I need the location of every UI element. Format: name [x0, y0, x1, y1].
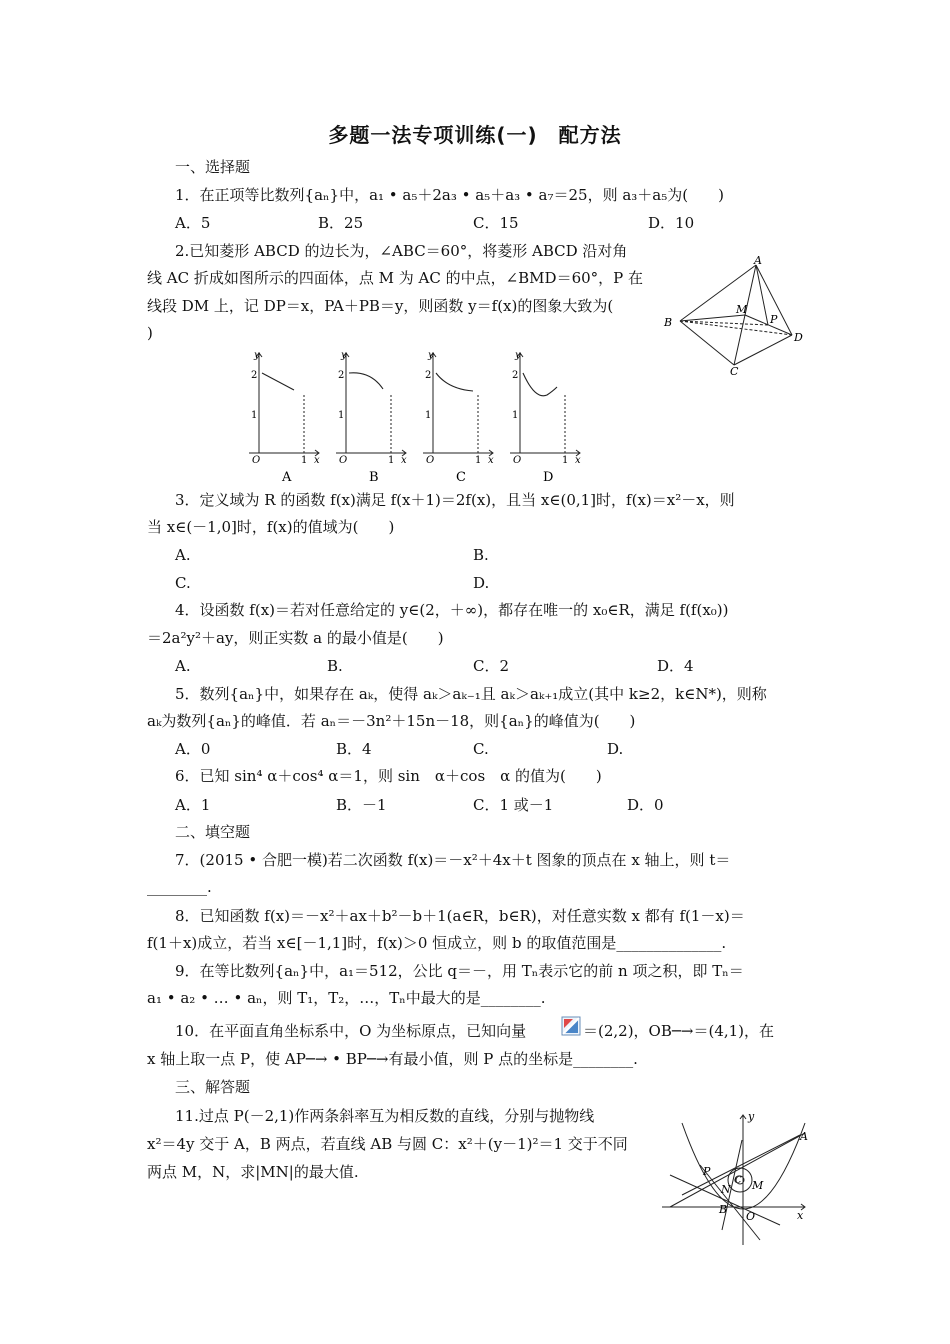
- question-8-line-2: f(1＋x)成立，若当 x∈[－1,1]时，f(x)＞0 恒成立，则 b 的取值范围是______________.: [147, 934, 727, 952]
- question-10-line-1-start: 10．在平面直角坐标系中，O 为坐标原点，已知向量: [175, 1022, 527, 1040]
- tick-2: 2: [425, 370, 432, 381]
- q1-option-d: D．10: [648, 214, 695, 232]
- question-11-line-3: 两点 M，N，求|MN|的最大值.: [147, 1163, 359, 1181]
- q4-option-d: D．4: [657, 657, 694, 675]
- graph-letter: A: [282, 470, 292, 485]
- y-label: y: [254, 350, 260, 361]
- label-p: P: [770, 313, 778, 326]
- fig-label-a: A: [800, 1130, 808, 1143]
- fig-label-x: x: [797, 1209, 804, 1222]
- label-c: C: [730, 365, 739, 375]
- question-3-line-2: 当 x∈(－1,0]时，f(x)的值域为( ): [147, 518, 395, 536]
- graph-letter: C: [456, 470, 466, 485]
- question-6-text: 6．已知 sin⁴ α＋cos⁴ α＝1，则 sin α＋cos α 的值为( ): [175, 767, 602, 785]
- x-label: x: [488, 455, 494, 466]
- question-4-line-2: ＝2a²y²＋ay，则正实数 a 的最小值是( ): [147, 629, 444, 647]
- question-2-line-1: 2.已知菱形 ABCD 的边长为，∠ABC＝60°，将菱形 ABCD 沿对角: [175, 242, 628, 260]
- parabola-figure: [660, 1105, 810, 1250]
- tick-1: 1: [512, 410, 519, 421]
- broken-image-icon: [561, 1016, 581, 1036]
- q1-option-c: C．15: [473, 214, 519, 232]
- question-8-line-1: 8．已知函数 f(x)＝－x²＋ax＋b²－b＋1(a∈R，b∈R)，对任意实数 x 都有 f(1－x)＝: [175, 907, 745, 925]
- question-9-line-1: 9．在等比数列{aₙ}中，a₁＝512，公比 q＝－，用 Tₙ表示它的前 n 项之积，即 Tₙ＝: [175, 962, 744, 980]
- origin-label: O: [513, 455, 522, 466]
- fig-label-b: B: [719, 1203, 728, 1216]
- x-label: x: [575, 455, 581, 466]
- fig-label-y: y: [748, 1110, 755, 1123]
- fig-label-p: P: [703, 1165, 711, 1178]
- y-label: y: [428, 350, 434, 361]
- q3-option-a: A.: [175, 546, 191, 564]
- label-m: M: [736, 303, 748, 316]
- tick-1: 1: [425, 410, 432, 421]
- question-4-line-1: 4．设函数 f(x)＝若对任意给定的 y∈(2，＋∞)，都存在唯一的 x₀∈R，满足 f(f(x₀)): [175, 601, 729, 619]
- fig-label-o: O: [746, 1210, 756, 1223]
- question-11-line-1: 11.过点 P(－2,1)作两条斜率互为相反数的直线，分别与抛物线: [175, 1107, 595, 1125]
- x-label: x: [401, 455, 407, 466]
- graph-letter: D: [543, 470, 554, 485]
- page-title: 多题一法专项训练(一) 配方法: [328, 123, 622, 147]
- y-label: y: [341, 350, 347, 361]
- tick-2: 2: [512, 370, 519, 381]
- q1-option-a: A．5: [175, 214, 211, 232]
- label-b: B: [664, 316, 673, 329]
- graph-curve: [349, 373, 383, 389]
- label-d: D: [794, 331, 803, 344]
- q6-option-b: B．－1: [336, 796, 387, 814]
- section-heading-fill: 二、填空题: [175, 823, 251, 841]
- q5-option-b: B．4: [336, 740, 372, 758]
- origin-label: O: [426, 455, 435, 466]
- tick-1: 1: [338, 410, 345, 421]
- q6-option-d: D．0: [627, 796, 664, 814]
- question-10-line-1-end: ＝(2,2)，OB─→＝(4,1)，在: [583, 1022, 775, 1040]
- x-tick-1: 1: [562, 455, 569, 466]
- question-1-text: 1．在正项等比数列{aₙ}中，a₁ • a₅＋2a₃ • a₅＋a₃ • a₇＝25，则 a₃＋a₅为( ): [175, 186, 724, 204]
- question-5-line-2: aₖ为数列{aₙ}的峰值．若 aₙ＝－3n²＋15n－18，则{aₙ}的峰值为( ): [147, 712, 636, 730]
- section-heading-solve: 三、解答题: [175, 1078, 251, 1096]
- question-10-line-2: x 轴上取一点 P，使 AP─→ • BP─→有最小值，则 P 点的坐标是________.: [147, 1050, 638, 1068]
- fig-label-c: C: [734, 1175, 742, 1186]
- tick-1: 1: [251, 410, 258, 421]
- graph-curve: [523, 373, 557, 396]
- question-11-line-2: x²＝4y 交于 A，B 两点，若直线 AB 与圆 C：x²＋(y－1)²＝1 交于不同: [147, 1135, 628, 1153]
- x-tick-1: 1: [301, 455, 308, 466]
- x-tick-1: 1: [388, 455, 395, 466]
- question-9-line-2: a₁ • a₂ • … • aₙ，则 T₁，T₂，…，Tₙ中最大的是________.: [147, 989, 546, 1007]
- question-5-line-1: 5．数列{aₙ}中，如果存在 aₖ，使得 aₖ＞aₖ₋₁且 aₖ＞aₖ₊₁成立(其中 k≥2，k∈N*)，则称: [175, 685, 767, 703]
- fig-label-m: M: [752, 1179, 764, 1192]
- question-2-line-2: 线 AC 折成如图所示的四面体，点 M 为 AC 的中点，∠BMD＝60°，P 在: [147, 269, 644, 287]
- label-a: A: [754, 255, 762, 267]
- q5-option-c: C.: [473, 740, 489, 758]
- graph-curve: [436, 373, 473, 391]
- fig-label-n: N: [721, 1183, 731, 1196]
- graph-d: [510, 350, 581, 485]
- y-label: y: [515, 350, 521, 361]
- q4-option-a: A.: [175, 657, 191, 675]
- question-7-line-2: ________.: [147, 878, 212, 896]
- tick-2: 2: [251, 370, 258, 381]
- q6-option-a: A．1: [175, 796, 211, 814]
- q6-option-c: C．1 或－1: [473, 796, 554, 814]
- q5-option-a: A．0: [175, 740, 211, 758]
- q5-option-d: D.: [607, 740, 624, 758]
- question-2-line-4: ): [147, 324, 153, 342]
- q4-option-b: B.: [327, 657, 343, 675]
- tetrahedron-figure: [660, 255, 810, 375]
- graph-letter: B: [369, 470, 379, 485]
- q3-option-d: D.: [473, 574, 490, 592]
- origin-label: O: [339, 455, 348, 466]
- x-tick-1: 1: [475, 455, 482, 466]
- origin-label: O: [252, 455, 261, 466]
- question-2-line-3: 线段 DM 上，记 DP＝x，PA＋PB＝y，则函数 y＝f(x)的图象大致为(: [147, 297, 614, 315]
- graph-curve: [262, 373, 294, 390]
- graph-a: [249, 350, 320, 485]
- tick-2: 2: [338, 370, 345, 381]
- section-heading-choice: 一、选择题: [175, 158, 251, 176]
- question-7-line-1: 7．(2015 • 合肥一模)若二次函数 f(x)＝－x²＋4x＋t 图象的顶点在 x 轴上，则 t＝: [175, 851, 731, 869]
- graph-b: [336, 350, 407, 485]
- q3-option-b: B.: [473, 546, 489, 564]
- question-3-line-1: 3．定义域为 R 的函数 f(x)满足 f(x＋1)＝2f(x)，且当 x∈(0,1]时，f(x)＝x²－x，则: [175, 491, 735, 509]
- q1-option-b: B．25: [318, 214, 364, 232]
- q4-option-c: C．2: [473, 657, 510, 675]
- x-label: x: [314, 455, 320, 466]
- graph-c: [423, 350, 494, 485]
- q3-option-c: C.: [175, 574, 191, 592]
- answer-graphs: [244, 345, 589, 485]
